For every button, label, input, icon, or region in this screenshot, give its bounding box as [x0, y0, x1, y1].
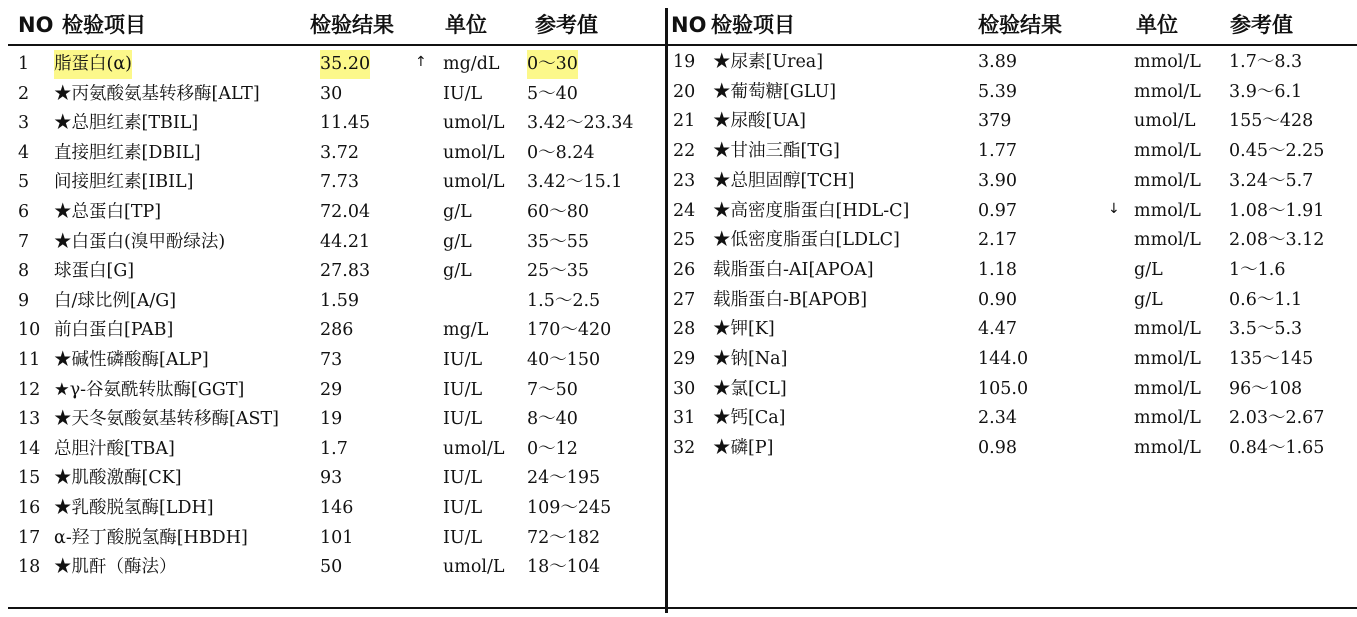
test-unit: mmol/L	[1134, 171, 1201, 191]
reference-range: 18～104	[527, 557, 601, 577]
reference-range: 5～40	[527, 84, 578, 104]
table-row	[0, 346, 666, 375]
test-result: 1.7	[320, 439, 348, 459]
row-number: 29	[673, 349, 696, 369]
table-row	[0, 494, 666, 523]
row-number: 24	[673, 201, 696, 221]
test-unit: umol/L	[443, 172, 505, 192]
test-unit: IU/L	[443, 498, 483, 518]
test-item: 白/球比例[A/G]	[54, 291, 177, 311]
reference-range: 0～12	[527, 439, 578, 459]
test-item: ★总胆红素[TBIL]	[54, 113, 199, 133]
test-unit: mmol/L	[1134, 52, 1201, 72]
row-number: 27	[673, 290, 696, 310]
bottom-rule	[668, 607, 1357, 609]
reference-range: 3.9～6.1	[1229, 82, 1303, 102]
test-unit: IU/L	[443, 84, 483, 104]
test-result: 144.0	[978, 349, 1029, 369]
test-item: ★钠[Na]	[713, 349, 788, 369]
test-result: 379	[978, 111, 1012, 131]
test-unit: mmol/L	[1134, 319, 1201, 339]
table-row	[0, 168, 666, 197]
table-row	[0, 524, 666, 553]
reference-range: 3.42～23.34	[527, 113, 634, 133]
row-number: 9	[18, 291, 30, 311]
reference-range: 1～1.6	[1229, 260, 1286, 280]
table-row	[668, 345, 1357, 374]
row-number: 26	[673, 260, 696, 280]
table-row	[668, 286, 1357, 315]
table-row	[0, 50, 666, 79]
test-unit: IU/L	[443, 468, 483, 488]
reference-range: 8～40	[527, 409, 578, 429]
table-row	[668, 404, 1357, 433]
reference-range: 2.03～2.67	[1229, 408, 1325, 428]
header-reference: 参考值	[535, 13, 598, 37]
table-row	[668, 197, 1357, 226]
table-row	[0, 464, 666, 493]
test-unit: mmol/L	[1134, 379, 1201, 399]
arrow-up-icon: ↑	[415, 54, 427, 70]
reference-range: 1.08～1.91	[1229, 201, 1325, 221]
test-item: ★γ-谷氨酰转肽酶[GGT]	[54, 380, 245, 400]
reference-range: 7～50	[527, 380, 578, 400]
test-item: ★钙[Ca]	[713, 408, 786, 428]
test-unit: g/L	[443, 232, 472, 252]
header-unit: 单位	[1136, 13, 1178, 37]
table-row	[668, 137, 1357, 166]
reference-range: 2.08～3.12	[1229, 230, 1325, 250]
test-item: ★磷[P]	[713, 438, 774, 458]
reference-range: 0～8.24	[527, 143, 595, 163]
row-number: 1	[18, 54, 30, 74]
test-result: 93	[320, 468, 343, 488]
test-item: ★丙氨酸氨基转移酶[ALT]	[54, 84, 260, 104]
table-row	[668, 167, 1357, 196]
test-item: ★钾[K]	[713, 319, 775, 339]
reference-range: 96～108	[1229, 379, 1303, 399]
header-no: NO	[671, 13, 707, 37]
test-result: 5.39	[978, 82, 1017, 102]
row-number: 3	[18, 113, 30, 133]
test-unit: mmol/L	[1134, 201, 1201, 221]
row-number: 16	[18, 498, 41, 518]
header-item: 检验项目	[711, 13, 795, 37]
row-number: 19	[673, 52, 696, 72]
test-unit: g/L	[1134, 260, 1163, 280]
row-number: 2	[18, 84, 30, 104]
row-number: 7	[18, 232, 30, 252]
table-row	[0, 553, 666, 582]
row-number: 32	[673, 438, 696, 458]
row-number: 6	[18, 202, 30, 222]
row-number: 12	[18, 380, 41, 400]
reference-range: 24～195	[527, 468, 601, 488]
reference-range: 0.6～1.1	[1229, 290, 1303, 310]
test-unit: mmol/L	[1134, 230, 1201, 250]
test-unit: umol/L	[443, 439, 505, 459]
test-item: ★碱性磷酸酶[ALP]	[54, 350, 209, 370]
reference-range: 60～80	[527, 202, 590, 222]
test-item: ★总蛋白[TP]	[54, 202, 162, 222]
test-item: ★高密度脂蛋白[HDL-C]	[713, 201, 910, 221]
test-item: 载脂蛋白-B[APOB]	[713, 290, 868, 310]
row-number: 21	[673, 111, 696, 131]
test-item: 前白蛋白[PAB]	[54, 320, 174, 340]
right-table	[668, 0, 1357, 617]
reference-range: 25～35	[527, 261, 590, 281]
test-result: 4.47	[978, 319, 1017, 339]
bottom-rule	[8, 607, 666, 609]
row-number: 14	[18, 439, 41, 459]
test-result: 7.73	[320, 172, 359, 192]
reference-range: 72～182	[527, 528, 601, 548]
table-row	[668, 48, 1357, 77]
test-unit: umol/L	[443, 557, 505, 577]
test-result: 2.34	[978, 408, 1017, 428]
reference-range: 1.5～2.5	[527, 291, 601, 311]
test-result: 0.90	[978, 290, 1017, 310]
table-row	[0, 139, 666, 168]
test-result: 30	[320, 84, 343, 104]
table-row	[668, 256, 1357, 285]
test-result: 35.20	[320, 50, 370, 79]
reference-range: 155～428	[1229, 111, 1314, 131]
test-result: 44.21	[320, 232, 371, 252]
test-unit: mmol/L	[1134, 349, 1201, 369]
test-result: 50	[320, 557, 343, 577]
table-row	[0, 228, 666, 257]
test-item: ★总胆固醇[TCH]	[713, 171, 855, 191]
reference-range: 0.84～1.65	[1229, 438, 1325, 458]
row-number: 25	[673, 230, 696, 250]
test-result: 3.90	[978, 171, 1017, 191]
table-row	[0, 287, 666, 316]
test-item: ★尿素[Urea]	[713, 52, 824, 72]
reference-range: 170～420	[527, 320, 612, 340]
test-result: 101	[320, 528, 354, 548]
test-result: 11.45	[320, 113, 371, 133]
test-unit: umol/L	[443, 113, 505, 133]
table-row	[668, 107, 1357, 136]
test-result: 1.18	[978, 260, 1017, 280]
test-item: ★尿酸[UA]	[713, 111, 807, 131]
table-row	[668, 315, 1357, 344]
test-unit: g/L	[443, 202, 472, 222]
test-unit: mg/L	[443, 320, 489, 340]
table-row	[668, 226, 1357, 255]
table-row	[0, 80, 666, 109]
test-result: 0.97	[978, 201, 1017, 221]
reference-range: 3.5～5.3	[1229, 319, 1303, 339]
test-item: ★肌酐（酶法）	[54, 557, 177, 577]
test-unit: IU/L	[443, 380, 483, 400]
test-result: 2.17	[978, 230, 1017, 250]
test-unit: IU/L	[443, 409, 483, 429]
test-unit: IU/L	[443, 528, 483, 548]
test-unit: umol/L	[1134, 111, 1196, 131]
test-item: ★乳酸脱氢酶[LDH]	[54, 498, 214, 518]
test-item: 球蛋白[G]	[54, 261, 135, 281]
test-result: 105.0	[978, 379, 1029, 399]
test-result: 146	[320, 498, 354, 518]
row-number: 8	[18, 261, 30, 281]
row-number: 18	[18, 557, 41, 577]
test-item: ★甘油三酯[TG]	[713, 141, 840, 161]
table-row	[668, 78, 1357, 107]
test-unit: mmol/L	[1134, 82, 1201, 102]
row-number: 23	[673, 171, 696, 191]
row-number: 5	[18, 172, 30, 192]
table-row	[668, 434, 1357, 463]
test-unit: g/L	[1134, 290, 1163, 310]
header-reference: 参考值	[1230, 13, 1293, 37]
test-result: 1.59	[320, 291, 359, 311]
header-unit: 单位	[445, 13, 487, 37]
row-number: 30	[673, 379, 696, 399]
test-item: 间接胆红素[IBIL]	[54, 172, 194, 192]
row-number: 17	[18, 528, 41, 548]
table-row	[0, 109, 666, 138]
table-row	[668, 375, 1357, 404]
table-row	[0, 257, 666, 286]
test-unit: IU/L	[443, 350, 483, 370]
test-result: 72.04	[320, 202, 371, 222]
header-result: 检验结果	[310, 13, 394, 37]
row-number: 28	[673, 319, 696, 339]
reference-range: 135～145	[1229, 349, 1314, 369]
test-result: 27.83	[320, 261, 371, 281]
reference-range: 3.42～15.1	[527, 172, 623, 192]
test-result: 1.77	[978, 141, 1017, 161]
test-item: 直接胆红素[DBIL]	[54, 143, 201, 163]
test-item: 总胆汁酸[TBA]	[54, 439, 175, 459]
row-number: 11	[18, 350, 41, 370]
reference-range: 35～55	[527, 232, 590, 252]
test-unit: mmol/L	[1134, 408, 1201, 428]
test-item: ★白蛋白(溴甲酚绿法)	[54, 232, 226, 252]
test-result: 29	[320, 380, 343, 400]
table-row	[0, 405, 666, 434]
row-number: 4	[18, 143, 30, 163]
test-unit: mmol/L	[1134, 141, 1201, 161]
test-item: ★低密度脂蛋白[LDLC]	[713, 230, 900, 250]
row-number: 15	[18, 468, 41, 488]
header-result: 检验结果	[978, 13, 1062, 37]
row-number: 13	[18, 409, 41, 429]
test-unit: mmol/L	[1134, 438, 1201, 458]
table-row	[0, 198, 666, 227]
test-result: 73	[320, 350, 343, 370]
test-item: α-羟丁酸脱氢酶[HBDH]	[54, 528, 248, 548]
arrow-down-icon: ↓	[1108, 201, 1120, 217]
table-row	[0, 435, 666, 464]
row-number: 20	[673, 82, 696, 102]
test-result: 286	[320, 320, 354, 340]
test-item: ★天冬氨酸氨基转移酶[AST]	[54, 409, 279, 429]
table-row	[0, 376, 666, 405]
row-number: 22	[673, 141, 696, 161]
header-no: NO	[18, 13, 54, 37]
reference-range: 109～245	[527, 498, 612, 518]
test-result: 3.72	[320, 143, 359, 163]
test-unit: umol/L	[443, 143, 505, 163]
row-number: 10	[18, 320, 41, 340]
header-rule	[8, 44, 666, 46]
test-item: ★肌酸激酶[CK]	[54, 468, 182, 488]
test-item: 脂蛋白(α)	[54, 50, 132, 79]
header-rule	[668, 44, 1357, 46]
test-unit: mg/dL	[443, 54, 500, 74]
reference-range: 0～30	[527, 50, 578, 79]
header-item: 检验项目	[62, 13, 146, 37]
reference-range: 1.7～8.3	[1229, 52, 1303, 72]
test-item: 载脂蛋白-AⅠ[APOA]	[713, 260, 874, 280]
table-row	[0, 316, 666, 345]
test-result: 19	[320, 409, 343, 429]
reference-range: 40～150	[527, 350, 601, 370]
reference-range: 0.45～2.25	[1229, 141, 1325, 161]
test-item: ★葡萄糖[GLU]	[713, 82, 837, 102]
test-item: ★氯[CL]	[713, 379, 787, 399]
row-number: 31	[673, 408, 696, 428]
left-table	[0, 0, 666, 617]
test-result: 3.89	[978, 52, 1017, 72]
test-result: 0.98	[978, 438, 1017, 458]
test-unit: g/L	[443, 261, 472, 281]
reference-range: 3.24～5.7	[1229, 171, 1314, 191]
